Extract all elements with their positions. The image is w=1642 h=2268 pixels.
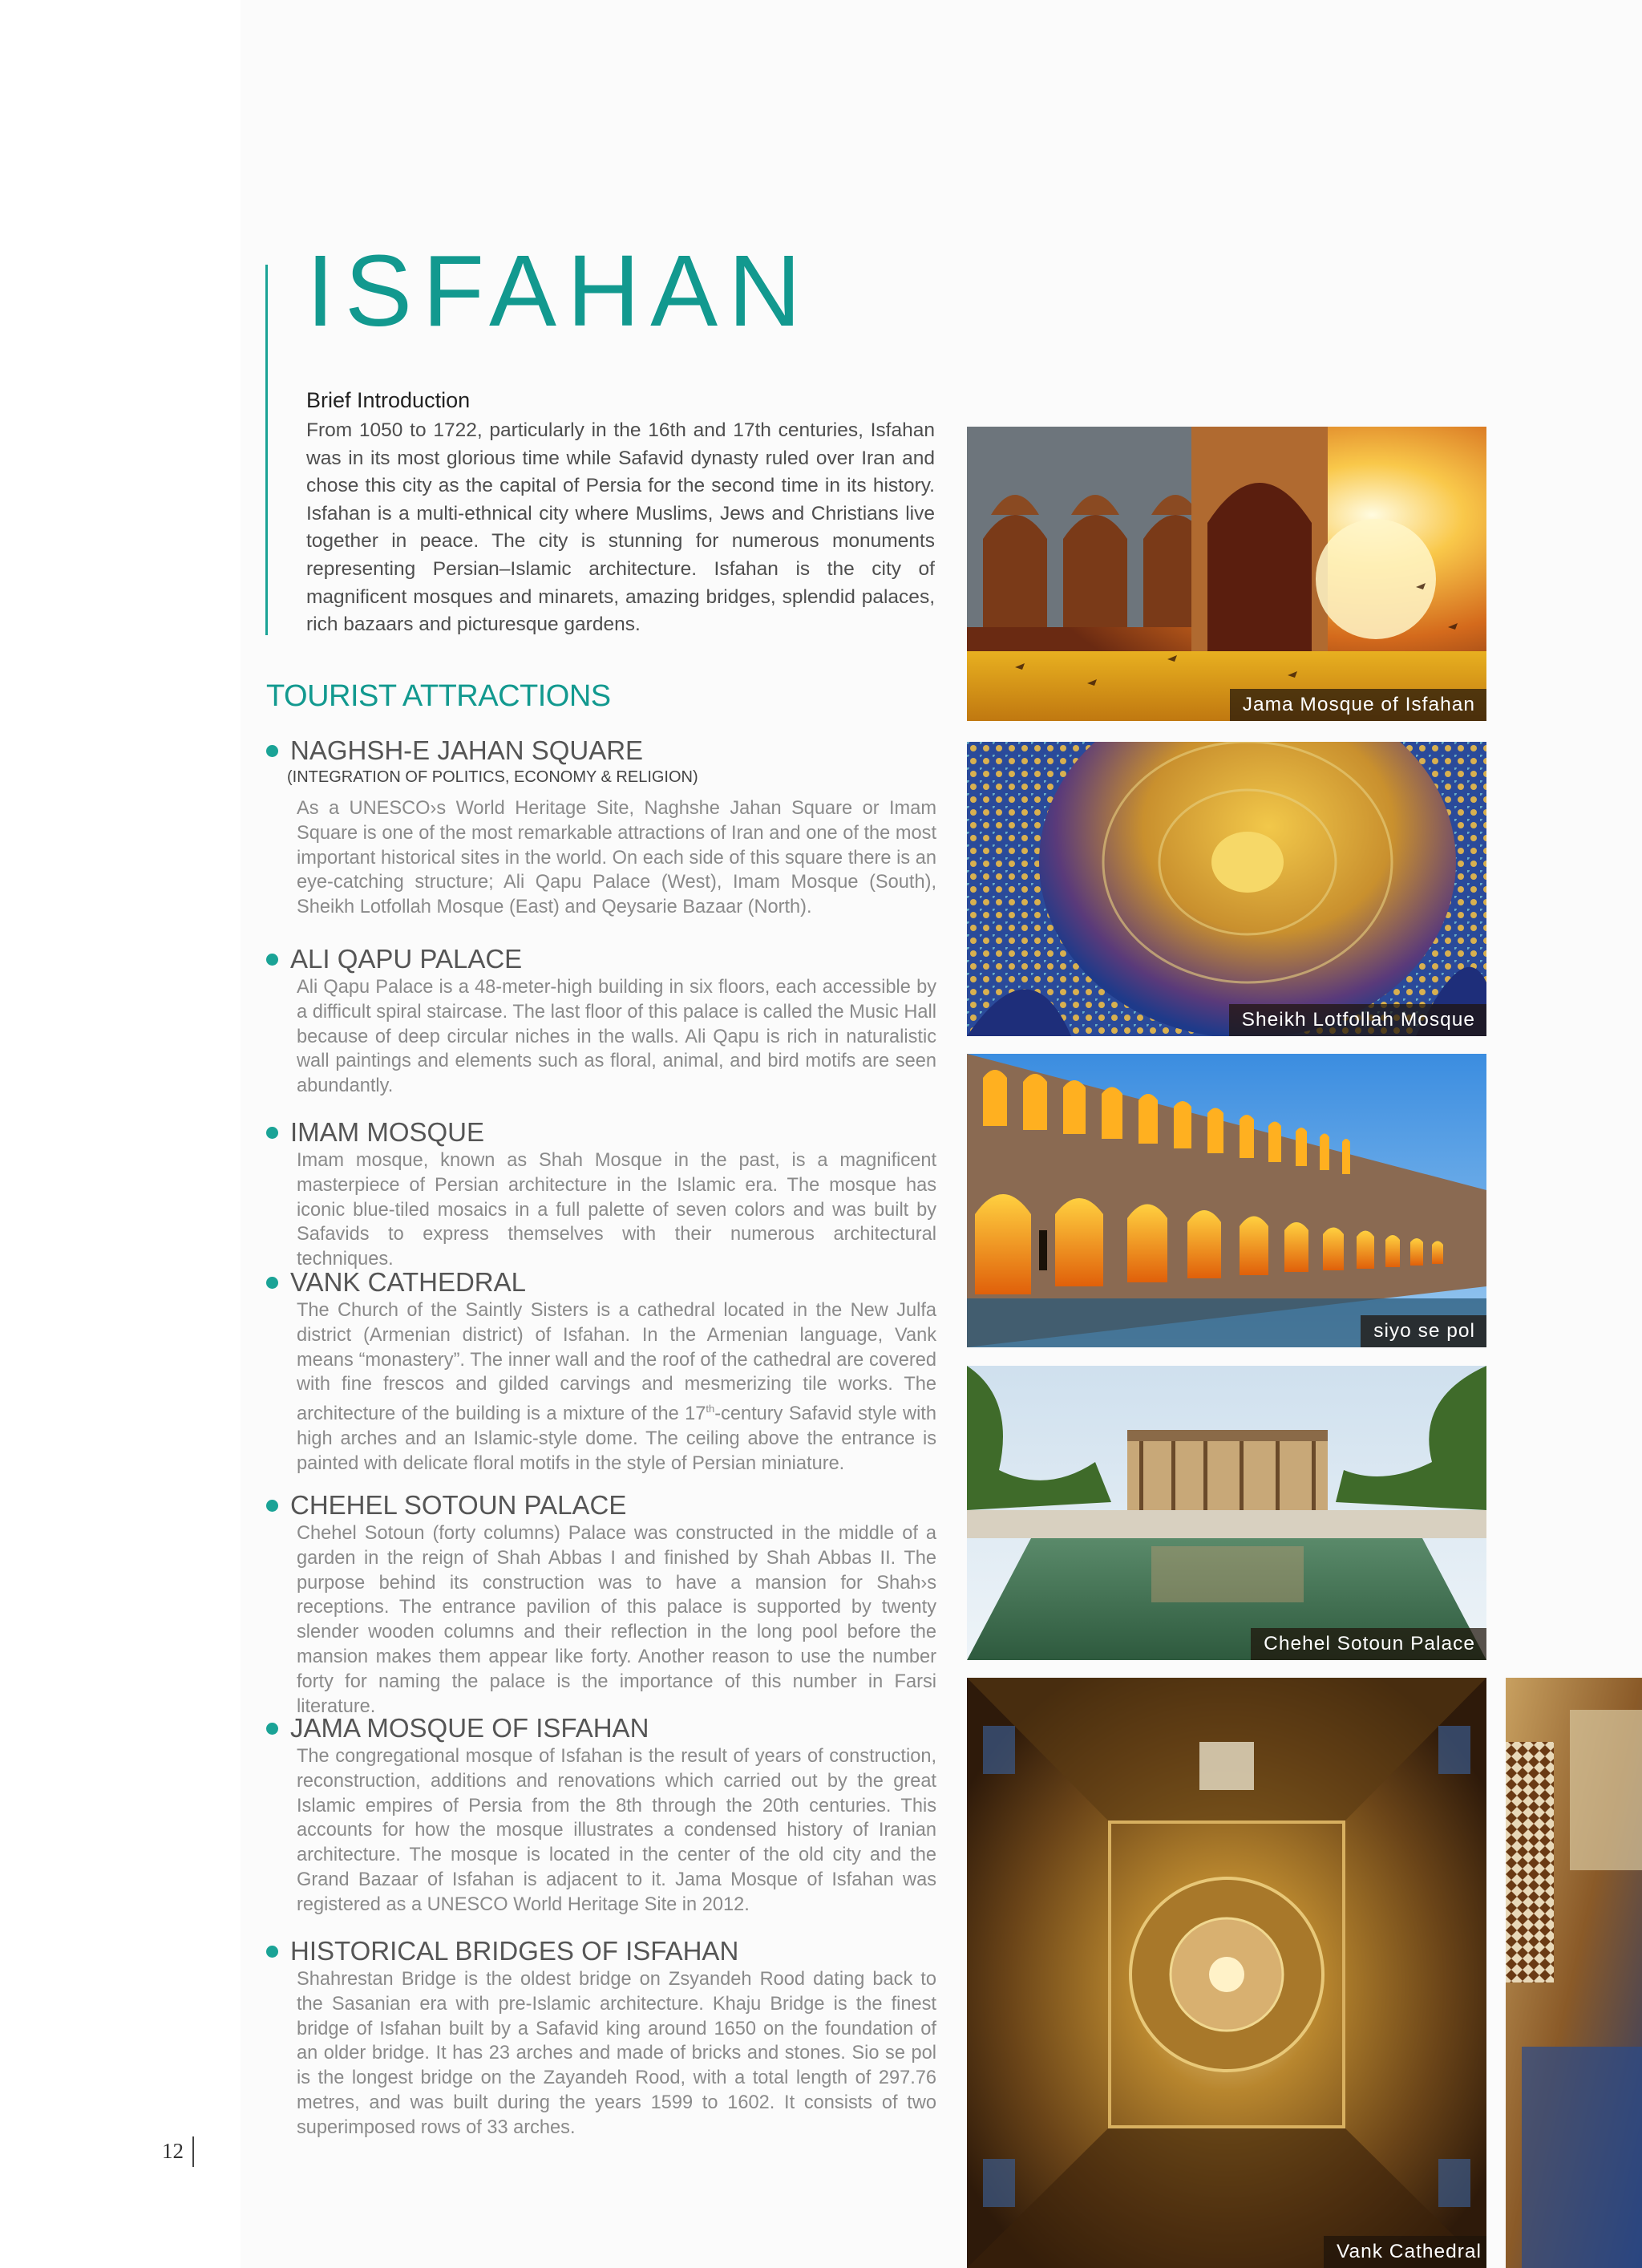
page-number-divider [192, 2136, 194, 2167]
section-body: As a UNESCO›s World Heritage Site, Naghshe Jahan Square or Imam Square is one of the most remarkable attractions of Iran and one of the most important historical sites in the world. On each side of this square there is an eye-catching structure; Ali Qapu Palace (West), Imam Mosque (South), Sheikh Lotfollah Mosque (East) and Qeysarie Bazaar (North). [297, 798, 936, 918]
section-body: Shahrestan Bridge is the oldest bridge on Zsyandeh Rood dating back to the Sasanian era with pre-Islamic architecture. Khaju Bridge is the finest bridge of Isfahan built by a Safavid king around 1650 on the foundation of an older bridge. It has 23 arches and made of bricks and stones. Sio se pol is the longest bridge on the Zayandeh Rood, with a total length of 297.76 metres, and was built during the years 1599 to 1602. It consists of two superimposed rows of 33 arches. [297, 1969, 936, 2138]
section-heading [266, 1935, 936, 1967]
bullet-icon [266, 954, 278, 966]
page-number: 12 [162, 2139, 184, 2163]
photo-sheikh-lotfollah [967, 742, 1486, 1036]
section-heading [266, 735, 936, 767]
chehel-sotoun-illustration [967, 1366, 1486, 1660]
bullet-icon [266, 1723, 278, 1735]
photo-siyo-se-pol [967, 1054, 1486, 1347]
section-body-part: -century Safavid style with high arches and an Islamic-style dome. The ceiling above the entrance is painted with delicate floral motifs in the style of Persian miniature. [297, 1403, 936, 1474]
section-imam-mosque [266, 1116, 936, 1272]
partial-window-illustration [1506, 1678, 1642, 2268]
bullet-icon [266, 1500, 278, 1512]
superscript-th: th [706, 1403, 715, 1415]
section-title: ALI QAPU PALACE [290, 944, 523, 974]
bullet-icon [266, 1127, 278, 1139]
photo-jama-mosque [967, 427, 1486, 721]
photo-caption: Sheikh Lotfollah Mosque [1229, 1004, 1486, 1036]
section-title: VANK CATHEDRAL [290, 1267, 527, 1297]
section-heading [266, 1489, 936, 1521]
sheikh-lotfollah-illustration [967, 742, 1486, 1036]
bullet-icon [266, 1277, 278, 1289]
accent-vertical-line [265, 265, 268, 635]
section-heading [266, 1116, 936, 1148]
photo-vank-cathedral [967, 1678, 1486, 2268]
section-jama-mosque [266, 1712, 936, 1918]
photo-caption: Vank Cathedral [1324, 2236, 1486, 2268]
section-body-part: The Church of the Saintly Sisters is a cathedral located in the New Julfa district (Armenian district) of Isfahan. In the Armenian language, Vank means “monastery”. The inner wall and the roof of the cathedral are covered with fine frescos and gilded carvings and mesmerizing tile works. The architecture of the building is a mixture of the 17 [297, 1300, 936, 1425]
bullet-icon [266, 1946, 278, 1958]
section-chehel-sotoun-palace [266, 1489, 936, 1719]
section-heading [266, 1712, 936, 1744]
section-body: The congregational mosque of Isfahan is the result of years of construction, reconstruction, additions and renovations which carried out by the great Islamic empires of Persia from the 8th through the 20th centuries. This accounts for how the mosque illustrates a condensed history of Iranian architecture. The mosque is located in the center of the old city and the Grand Bazaar of Isfahan is adjacent to it. Jama Mosque of Isfahan was registered as a UNESCO World Heritage Site in 2012. [297, 1746, 936, 1915]
intro-body: From 1050 to 1722, particularly in the 16th and 17th centuries, Isfahan was in its most glorious time while Safavid dynasty ruled over Iran and chose this city as the capital of Persia for the second time in its history. Isfahan is a multi-ethnical city where Muslims, Jews and Christians live together in peace. The city is stunning for numerous monuments representing Persian–Islamic architecture. Isfahan is the city of magnificent mosques and minarets, amazing bridges, splendid palaces, rich bazaars and picturesque gardens. [306, 419, 935, 636]
section-ali-qapu-palace [266, 943, 936, 1099]
section-naghsh-e-jahan-square [266, 735, 936, 920]
section-heading [266, 943, 936, 975]
vank-cathedral-illustration [967, 1678, 1486, 2268]
photo-partial-window [1506, 1678, 1642, 2268]
jama-mosque-illustration [967, 427, 1486, 721]
section-title: IMAM MOSQUE [290, 1117, 485, 1147]
section-subtitle: (INTEGRATION OF POLITICS, ECONOMY & RELIGION) [287, 768, 698, 786]
photo-caption: Chehel Sotoun Palace [1251, 1628, 1486, 1660]
section-historical-bridges [266, 1935, 936, 2140]
section-title: CHEHEL SOTOUN PALACE [290, 1490, 627, 1520]
section-vank-cathedral [266, 1266, 936, 1476]
section-title: HISTORICAL BRIDGES OF ISFAHAN [290, 1936, 739, 1966]
section-body [297, 1298, 936, 1476]
section-title: NAGHSH-E JAHAN SQUARE [290, 735, 644, 765]
section-body: Chehel Sotoun (forty columns) Palace was constructed in the middle of a garden in the reign of Shah Abbas I and finished by Shah Abbas II. The purpose behind its construction was to have a mansion for Shah›s receptions. The entrance pavilion of this palace is supported by twenty slender wooden columns and their reflection in the long pool before the mansion makes them appear like forty. Another reason to use the number forty for naming the palace is the importance of this number in Farsi literature. [297, 1523, 936, 1717]
siyo-se-pol-illustration [967, 1054, 1486, 1347]
section-body: Imam mosque, known as Shah Mosque in the past, is a magnificent masterpiece of Persian architecture in the Islamic era. The mosque has iconic blue-tiled mosaics in a full palette of seven colors and was built by Safavids to express themselves with their numerous architectural techniques. [297, 1150, 936, 1270]
photo-caption: siyo se pol [1361, 1315, 1486, 1347]
bullet-icon [266, 745, 278, 757]
section-title: JAMA MOSQUE OF ISFAHAN [290, 1713, 649, 1743]
photo-caption: Jama Mosque of Isfahan [1230, 689, 1486, 721]
intro-heading: Brief Introduction [306, 388, 471, 412]
section-heading [266, 1266, 936, 1298]
tourist-attractions-heading: TOURIST ATTRACTIONS [266, 679, 611, 713]
section-body: Ali Qapu Palace is a 48-meter-high building in six floors, each accessible by a difficult spiral staircase. The last floor of this palace is called the Music Hall because of deep circular niches in the walls. Ali Qapu is rich in naturalistic wall paintings and elements such as floral, animal, and bird motifs are seen abundantly. [297, 977, 936, 1097]
page-title: ISFAHAN [306, 234, 812, 347]
photo-chehel-sotoun [967, 1366, 1486, 1660]
